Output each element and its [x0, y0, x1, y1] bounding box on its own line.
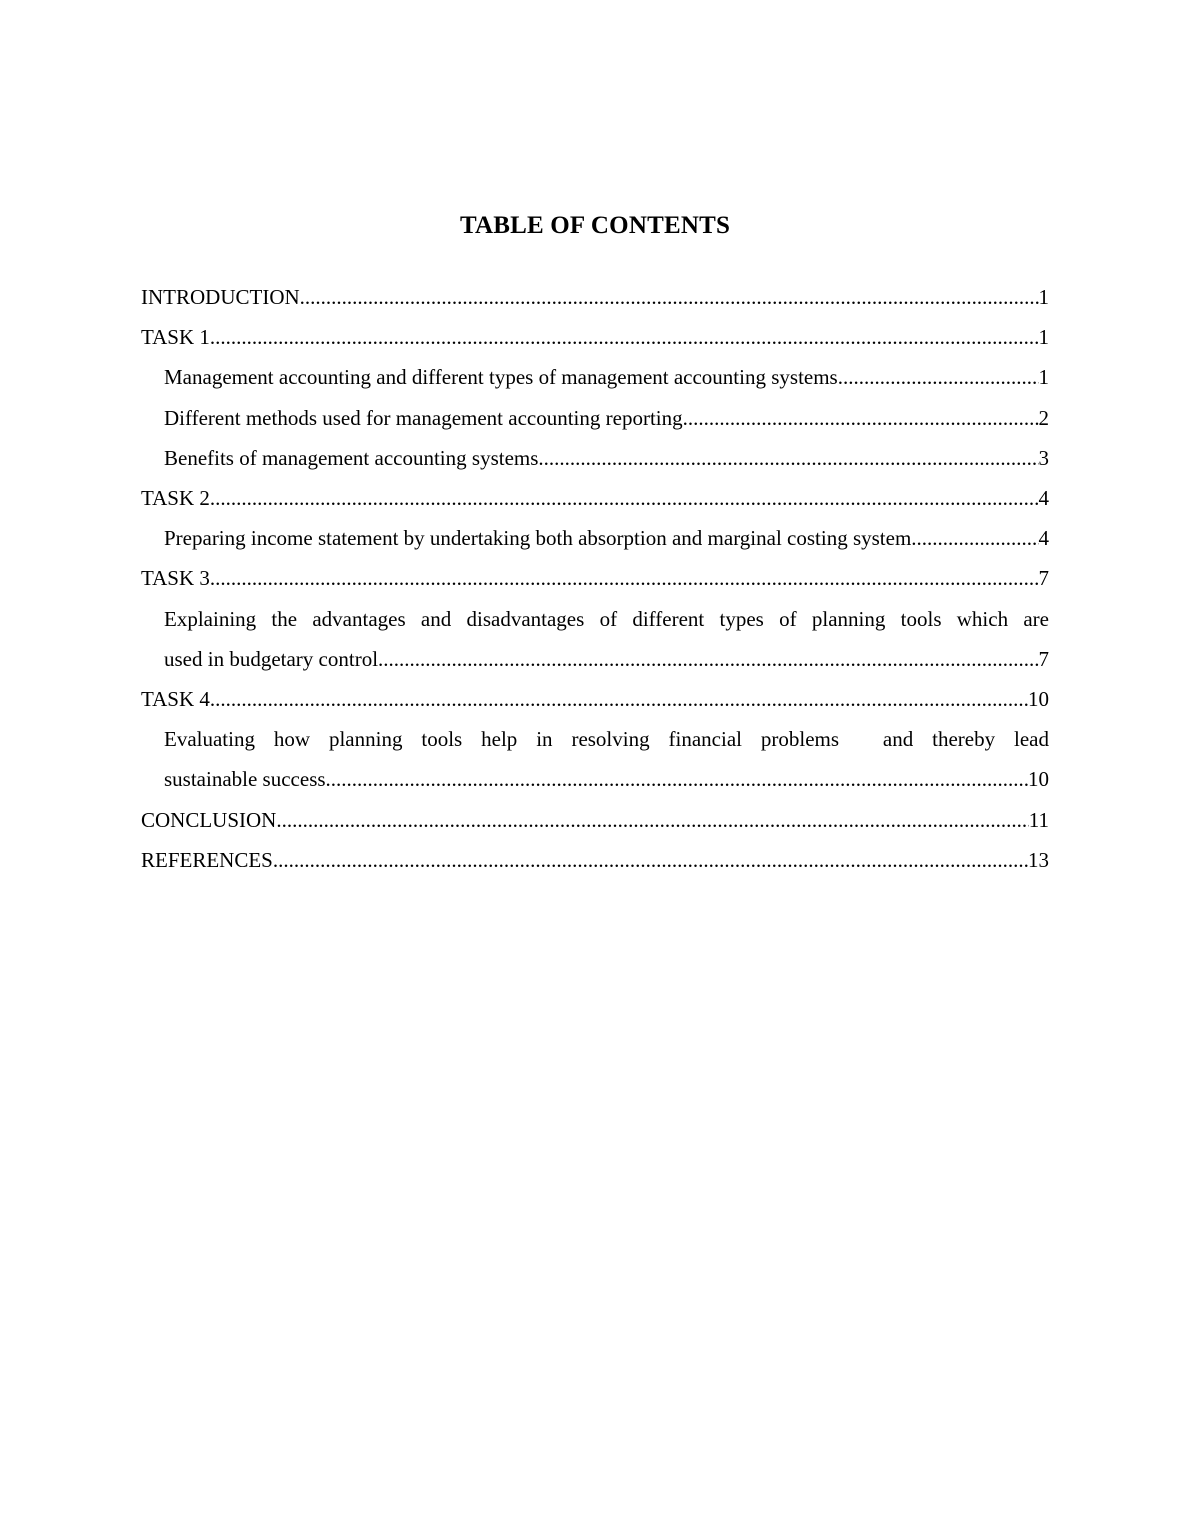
toc-entry-page: 2	[1038, 405, 1049, 430]
dot-leader	[210, 679, 1028, 719]
toc-entry-task-1[interactable]	[141, 317, 1049, 357]
toc-entry-page: 13	[1028, 847, 1049, 872]
toc-entry-label: CONCLUSION	[141, 807, 277, 832]
toc-entry-benefits[interactable]	[141, 438, 1049, 478]
toc-entry-page: 1	[1038, 285, 1049, 309]
dot-leader	[911, 518, 1038, 558]
dot-leader	[276, 800, 1028, 840]
table-of-contents	[141, 277, 1049, 880]
toc-entry-label-line-2: sustainable success	[164, 767, 326, 792]
toc-title: TABLE OF CONTENTS	[459, 212, 731, 239]
toc-entry-label: TASK 4	[141, 687, 210, 712]
toc-entry-introduction[interactable]	[141, 277, 1049, 317]
toc-entry-label: Preparing income statement by undertaking both absorption and marginal costing system	[164, 526, 912, 551]
toc-entry-label: REFERENCES	[141, 847, 273, 872]
toc-entry-page: 7	[1038, 566, 1049, 591]
dot-leader	[538, 438, 1038, 478]
dot-leader	[378, 639, 1038, 679]
toc-entry-page: 10	[1028, 767, 1049, 792]
toc-entry-task-4[interactable]	[141, 679, 1049, 719]
dot-leader	[683, 398, 1039, 438]
toc-entry-reporting-methods[interactable]	[141, 398, 1049, 438]
dot-leader	[210, 558, 1039, 598]
dot-leader	[326, 759, 1028, 799]
toc-entry-page: 10	[1028, 687, 1049, 712]
toc-entry-page: 11	[1028, 807, 1049, 832]
toc-entry-label: Management accounting and different types of management accounting systems	[164, 365, 838, 390]
toc-entry-page: 1	[1038, 365, 1049, 390]
dot-leader	[838, 357, 1039, 397]
toc-entry-label: INTRODUCTION	[141, 285, 300, 309]
toc-entry-financial-problems[interactable]	[141, 719, 1049, 799]
toc-entry-label: TASK 2	[141, 486, 210, 511]
toc-entry-page: 4	[1038, 486, 1049, 511]
toc-entry-label: Different methods used for management accounting reporting	[164, 405, 683, 430]
toc-entry-task-2[interactable]	[141, 478, 1049, 518]
dot-leader	[273, 840, 1028, 880]
toc-entry-label: TASK 3	[141, 566, 210, 591]
toc-entry-management-accounting-systems[interactable]	[141, 357, 1049, 397]
toc-entry-task-3[interactable]	[141, 558, 1049, 598]
toc-entry-planning-tools[interactable]	[141, 599, 1049, 679]
dot-leader	[210, 478, 1039, 518]
toc-entry-label-line-2: used in budgetary control	[164, 646, 379, 671]
toc-entry-label-line-1a: Evaluating how planning tools help in resolving financial problems	[164, 727, 840, 752]
toc-entry-label: TASK 1	[141, 325, 210, 350]
toc-entry-label-line-1b: and thereby lead	[882, 727, 1049, 752]
toc-entry-income-statement[interactable]	[141, 518, 1049, 558]
toc-entry-page: 7	[1038, 646, 1049, 671]
toc-entry-page: 4	[1038, 526, 1049, 551]
toc-entry-page: 1	[1038, 325, 1049, 350]
toc-entry-label-line-1: Explaining the advantages and disadvantages of different types of planning tools which are	[164, 606, 1049, 631]
toc-entry-page: 3	[1038, 445, 1049, 470]
toc-entry-references[interactable]	[141, 840, 1049, 880]
toc-entry-label-line-1	[164, 719, 1049, 759]
dot-leader	[210, 317, 1039, 357]
toc-entry-label: Benefits of management accounting systems	[164, 445, 539, 470]
dot-leader	[300, 277, 1039, 317]
toc-entry-conclusion[interactable]	[141, 800, 1049, 840]
